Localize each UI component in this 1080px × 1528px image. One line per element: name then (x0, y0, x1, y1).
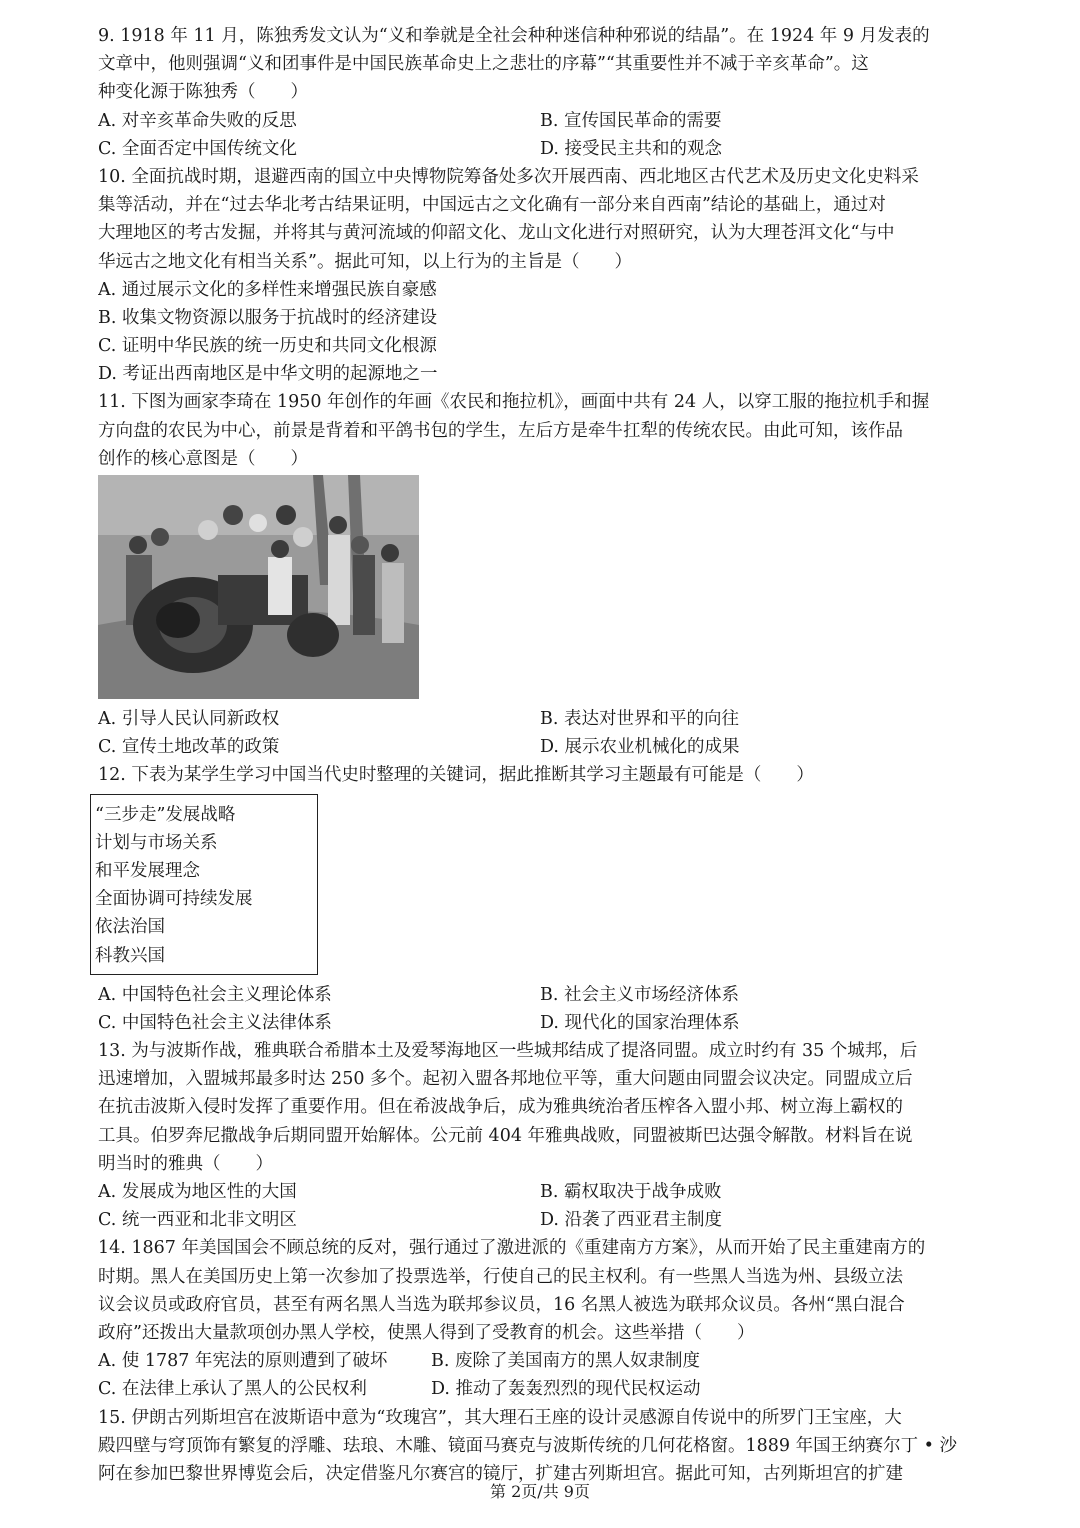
question-14-options-row (98, 1347, 986, 1375)
painting-illustration (98, 475, 419, 699)
question-14-stem-line: 14. 1867 年美国国会不顾总统的反对，强行通过了激进派的《重建南方方案》，从而开始了民主重建南方的 (98, 1238, 926, 1259)
question-14-options-row (98, 1375, 986, 1403)
question-12-option-c[interactable]: C. 中国特色社会主义法律体系 (98, 1012, 332, 1033)
question-13-option-a[interactable]: A. 发展成为地区性的大国 (98, 1182, 297, 1202)
question-14-option-d[interactable]: D. 推动了轰轰烈烈的现代民权运动 (431, 1379, 701, 1400)
question-10-option-a[interactable]: A. 通过展示文化的多样性来增强民族自豪感 (98, 279, 437, 300)
question-15-stem-line: 殿四壁与穹顶饰有繁复的浮雕、珐琅、木雕、镜面马赛克与波斯传统的几何花格窗。1889 年国王纳赛尔丁 • 沙 (98, 1435, 958, 1456)
keyword-item: 和平发展理念 (95, 860, 200, 881)
question-9-options-row (98, 135, 986, 163)
question-15-stem-line: 15. 伊朗古列斯坦宫在波斯语中意为“玫瑰宫”，其大理石王座的设计灵感源自传说中的所罗门王宝座，大 (98, 1407, 902, 1428)
question-10 (98, 163, 986, 389)
question-9 (98, 22, 986, 163)
question-14-option-b[interactable]: B. 废除了美国南方的黑人奴隶制度 (431, 1351, 700, 1372)
question-14-option-a[interactable]: A. 使 1787 年宪法的原则遭到了破坏 (98, 1351, 388, 1372)
keyword-item: 依法治国 (95, 917, 165, 938)
question-12-options-row (98, 1009, 986, 1037)
question-9-stem-line: 种变化源于陈独秀（ ） (98, 82, 308, 103)
question-9-option-c[interactable]: C. 全面否定中国传统文化 (98, 138, 297, 159)
question-13-options-row (98, 1178, 986, 1206)
question-13-option-b[interactable]: B. 霸权取决于战争成败 (540, 1182, 722, 1202)
question-11-options-row (98, 733, 986, 761)
question-15-stem-line: 阿在参加巴黎世界博览会后，决定借鉴凡尔赛宫的镜厅，扩建古列斯坦宫。据此可知，古列斯坦宫的扩建 (98, 1463, 903, 1484)
question-10-stem-line: 大理地区的考古发掘，并将其与黄河流域的仰韶文化、龙山文化进行对照研究，认为大理苍洱文化“与中 (98, 223, 895, 244)
question-14-stem-line: 政府”还拨出大量款项创办黑人学校，使黑人得到了受教育的机会。这些举措（ ） (98, 1322, 755, 1343)
question-9-option-a[interactable]: A. 对辛亥革命失败的反思 (98, 110, 297, 131)
keyword-item: “三步走”发展战略 (95, 804, 236, 825)
question-13-options-row (98, 1206, 986, 1234)
exam-page (95, 22, 986, 1488)
question-12-option-d[interactable]: D. 现代化的国家治理体系 (540, 1012, 740, 1033)
question-13-stem-line: 13. 为与波斯作战，雅典联合希腊本土及爱琴海地区一些城邦结成了提洛同盟。成立时约有 35 个城邦，后 (98, 1041, 918, 1062)
question-10-stem-line: 10. 全面抗战时期，退避西南的国立中央博物院筹备处多次开展西南、西北地区古代艺术及历史文化史料采 (98, 166, 919, 187)
question-13-stem-line: 工具。伯罗奔尼撒战争后期同盟开始解体。公元前 404 年雅典战败，同盟被斯巴达强令解散。材料旨在说 (98, 1125, 913, 1146)
page-number: 第 2页/共 9页 (490, 1482, 590, 1501)
question-13 (98, 1037, 986, 1234)
question-13-stem-line: 迅速增加，入盟城邦最多时达 250 多个。起初入盟各邦地位平等，重大问题由同盟会议决定。同盟成立后 (98, 1069, 913, 1090)
question-12-option-b[interactable]: B. 社会主义市场经济体系 (540, 984, 739, 1005)
keyword-table (90, 794, 318, 975)
question-9-stem-line: 文章中，他则强调“义和团事件是中国民族革命史上之悲壮的序幕”“其重要性并不减于辛亥革命”。这 (98, 54, 869, 75)
question-11-option-d[interactable]: D. 展示农业机械化的成果 (540, 737, 740, 758)
question-10-stem-line: 集等活动，并在“过去华北考古结果证明，中国远古之文化确有一部分来自西南”结论的基础上，通过对 (98, 195, 886, 216)
question-12-options-row (98, 981, 986, 1009)
keyword-item: 全面协调可持续发展 (95, 889, 253, 910)
question-13-stem-line: 明当时的雅典（ ） (98, 1153, 273, 1174)
question-11-option-b[interactable]: B. 表达对世界和平的向往 (540, 709, 739, 729)
question-10-option-d[interactable]: D. 考证出西南地区是中华文明的起源地之一 (98, 364, 438, 385)
question-10-stem-line: 华远古之地文化有相当关系”。据此可知，以上行为的主旨是（ ） (98, 251, 632, 272)
question-12-stem-line: 12. 下表为某学生学习中国当代史时整理的关键词，据此推断其学习主题最有可能是（ ） (98, 765, 814, 786)
question-13-option-c[interactable]: C. 统一西亚和北非文明区 (98, 1210, 297, 1231)
question-11-stem-line: 11. 下图为画家李琦在 1950 年创作的年画《农民和拖拉机》，画面中共有 24 人，以穿工服的拖拉机手和握 (98, 392, 930, 413)
question-14-stem-line: 时期。黑人在美国历史上第一次参加了投票选举，行使自己的民主权利。有一些黑人当选为州、县级立法 (98, 1266, 903, 1287)
question-10-option-c[interactable]: C. 证明中华民族的统一历史和共同文化根源 (98, 336, 437, 357)
question-11-option-c[interactable]: C. 宣传土地改革的政策 (98, 737, 280, 758)
question-9-options-row (98, 107, 986, 135)
question-12 (95, 761, 986, 1037)
question-9-stem-line: 9. 1918 年 11 月，陈独秀发文认为“义和拳就是全社会种种迷信种种邪说的结晶”。在 1924 年 9 月发表的 (98, 26, 930, 46)
question-11 (98, 388, 986, 761)
question-11-option-a[interactable]: A. 引导人民认同新政权 (98, 709, 280, 729)
question-9-option-b[interactable]: B. 宣传国民革命的需要 (540, 110, 722, 131)
question-11-options-row (98, 705, 986, 733)
painting-farmers-and-tractor-image (98, 475, 419, 699)
question-12-option-a[interactable]: A. 中国特色社会主义理论体系 (98, 984, 332, 1005)
keyword-item: 计划与市场关系 (95, 832, 218, 853)
question-14-option-c[interactable]: C. 在法律上承认了黑人的公民权利 (98, 1379, 367, 1400)
question-14 (98, 1234, 986, 1403)
question-14-stem-line: 议会议员或政府官员，甚至有两名黑人当选为联邦参议员，16 名黑人被选为联邦众议员。各州“黑白混合 (98, 1294, 905, 1315)
question-10-option-b[interactable]: B. 收集文物资源以服务于抗战时的经济建设 (98, 307, 437, 328)
question-15 (98, 1404, 986, 1489)
question-13-stem-line: 在抗击波斯入侵时发挥了重要作用。但在希波战争后，成为雅典统治者压榨各入盟小邦、树立海上霸权的 (98, 1097, 903, 1118)
question-11-stem-line: 创作的核心意图是（ ） (98, 448, 308, 469)
question-9-option-d[interactable]: D. 接受民主共和的观念 (540, 138, 723, 159)
question-11-stem-line: 方向盘的农民为中心，前景是背着和平鸽书包的学生，左后方是牵牛扛犁的传统农民。由此可知，该作品 (98, 420, 903, 441)
question-13-option-d[interactable]: D. 沿袭了西亚君主制度 (540, 1210, 723, 1231)
keyword-item: 科教兴国 (95, 945, 165, 966)
